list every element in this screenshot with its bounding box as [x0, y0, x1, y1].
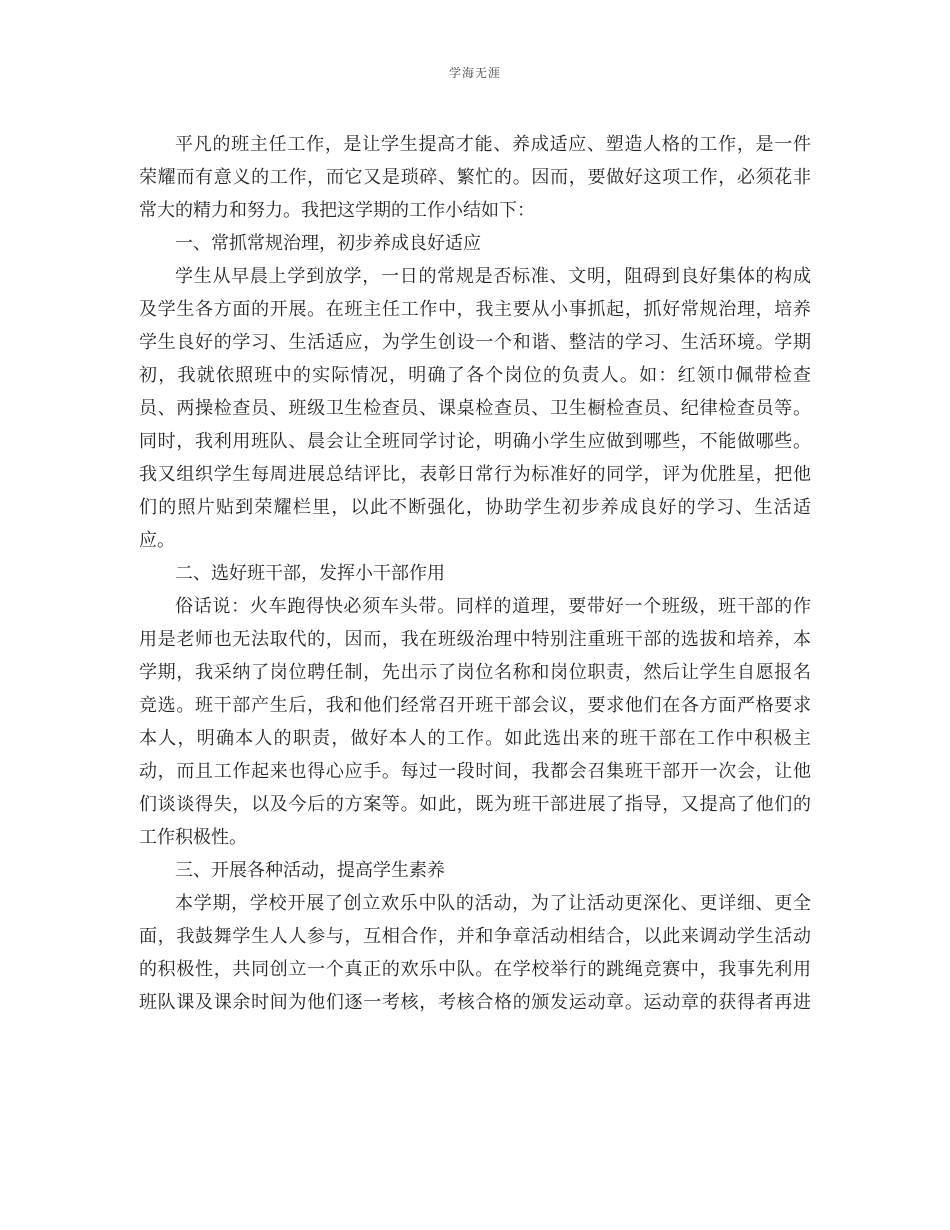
text-line: 们的照片贴到荣耀栏里，以此不断强化，协助学生初步养成良好的学习、生活适 — [139, 497, 811, 518]
text-line: 荣耀而有意义的工作，而它又是琐碎、繁忙的。因而，要做好这项工作，必须花非 — [139, 167, 811, 188]
text-line: 本学期，学校开展了创立欢乐中队的活动，为了让活动更深化、更详细、更全 — [175, 893, 811, 914]
text-line: 班队课及课余时间为他们逐一考核，考核合格的颁发运动章。运动章的获得者再进 — [139, 992, 811, 1013]
text-line: 一、常抓常规治理，初步养成良好适应 — [175, 233, 481, 254]
text-line: 学期，我采纳了岗位聘任制，先出示了岗位名称和岗位职责，然后让学生自愿报名 — [139, 662, 811, 683]
page-header: 学海无涯 — [448, 66, 501, 80]
text-line: 竞选。班干部产生后，我和他们经常召开班干部会议，要求他们在各方面严格要求 — [139, 695, 811, 716]
text-line: 面，我鼓舞学生人人参与，互相合作，并和争章活动相结合，以此来调动学生活动 — [139, 926, 811, 947]
document-body — [139, 128, 811, 1019]
text-line: 初，我就依照班中的实际情况，明确了各个岗位的负责人。如：红领巾佩带检查 — [139, 365, 811, 386]
text-line: 员、两操检查员、班级卫生检查员、课桌检查员、卫生橱检查员、纪律检查员等。 — [139, 398, 811, 419]
text-line: 平凡的班主任工作，是让学生提高才能、养成适应、塑造人格的工作，是一件 — [175, 134, 811, 155]
text-line: 工作积极性。 — [139, 827, 247, 848]
text-line: 及学生各方面的开展。在班主任工作中，我主要从小事抓起，抓好常规治理，培养 — [139, 299, 811, 320]
text-line: 用是老师也无法取代的，因而，我在班级治理中特别注重班干部的选拔和培养，本 — [139, 629, 811, 650]
text-line: 同时，我利用班队、晨会让全班同学讨论，明确小学生应做到哪些，不能做哪些。 — [139, 431, 811, 452]
text-line: 俗话说：火车跑得快必须车头带。同样的道理，要带好一个班级，班干部的作 — [175, 596, 811, 617]
text-line: 本人，明确本人的职责，做好本人的工作。如此选出来的班干部在工作中积极主 — [139, 728, 811, 749]
text-line: 动，而且工作起来也得心应手。每过一段时间，我都会召集班干部开一次会，让他 — [139, 761, 811, 782]
text-line: 三、开展各种活动，提高学生素养 — [175, 860, 445, 881]
text-line: 们谈谈得失，以及今后的方案等。如此，既为班干部进展了指导，又提高了他们的 — [139, 794, 811, 815]
text-line: 应。 — [139, 530, 175, 551]
text-line: 我又组织学生每周进展总结评比，表彰日常行为标准好的同学，评为优胜星，把他 — [139, 464, 811, 485]
text-line: 学生良好的学习、生活适应，为学生创设一个和谐、整洁的学习、生活环境。学期 — [139, 332, 811, 353]
text-line: 的积极性，共同创立一个真正的欢乐中队。在学校举行的跳绳竞赛中，我事先利用 — [139, 959, 811, 980]
text-line: 学生从早晨上学到放学，一日的常规是否标准、文明，阻碍到良好集体的构成 — [175, 266, 811, 287]
text-line: 常大的精力和努力。我把这学期的工作小结如下： — [139, 200, 535, 221]
text-line: 二、选好班干部，发挥小干部作用 — [175, 563, 445, 584]
